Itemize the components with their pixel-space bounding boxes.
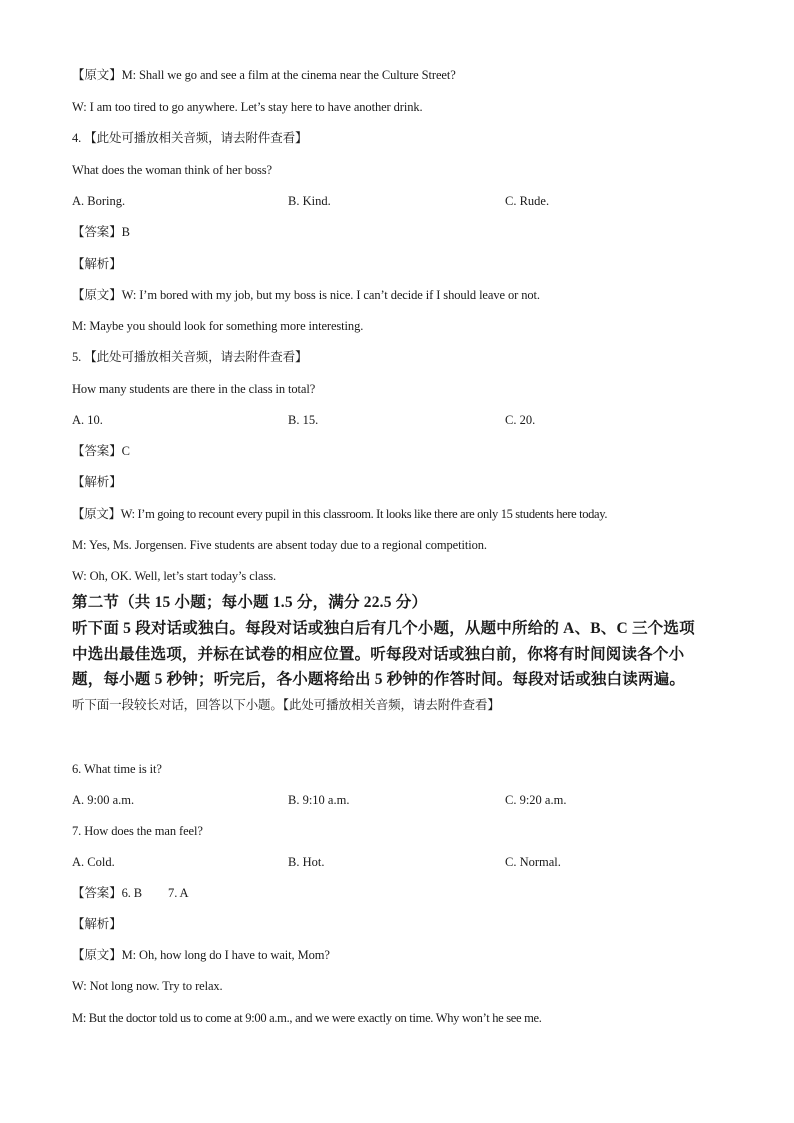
question-6-text: 6. What time is it? xyxy=(72,762,162,776)
question-6-option-b: B. 9:10 a.m. xyxy=(288,793,350,807)
transcript-line: 【原文】W: I’m going to recount every pupil in this classroom. It looks like there are only 15 students here today. xyxy=(72,507,608,521)
question-5-option-c: C. 20. xyxy=(505,413,536,427)
question-5-answer: 【答案】C xyxy=(72,444,130,458)
question-6-option-a: A. 9:00 a.m. xyxy=(72,793,135,807)
section-2-instruction: 题，每小题 5 秒钟；听完后，各小题将给出 5 秒钟的作答时间。每段对话或独白读两遍。 xyxy=(72,671,686,688)
section-2-instruction: 听下面 5 段对话或独白。每段对话或独白后有几个小题，从题中所给的 A、B、C 三个选项 xyxy=(72,620,695,637)
transcript-line: 【原文】M: Shall we go and see a film at the cinema near the Culture Street? xyxy=(72,68,456,82)
question-5-text: How many students are there in the class in total? xyxy=(72,382,316,396)
transcript-line: M: Maybe you should look for something more interesting. xyxy=(72,319,364,333)
answer-6: 【答案】6. B xyxy=(72,886,143,900)
section-2-subinstruction: 听下面一段较长对话，回答以下小题。【此处可播放相关音频，请去附件查看】 xyxy=(72,698,500,712)
question-4-text: What does the woman think of her boss? xyxy=(72,163,272,177)
question-5-analysis-label: 【解析】 xyxy=(72,475,122,489)
section-2-instruction: 中选出最佳选项，并标在试卷的相应位置。听每段对话或独白前，你将有时间阅读各个小 xyxy=(72,646,685,663)
questions-6-7-answer xyxy=(72,885,188,901)
question-5-option-b: B. 15. xyxy=(288,413,319,427)
question-7-option-a: A. Cold. xyxy=(72,855,115,869)
question-6-option-c: C. 9:20 a.m. xyxy=(505,793,567,807)
section-2-title: 第二节（共 15 小题；每小题 1.5 分，满分 22.5 分） xyxy=(72,594,428,611)
question-4-analysis-label: 【解析】 xyxy=(72,257,122,271)
question-7-text: 7. How does the man feel? xyxy=(72,824,203,838)
question-7-option-c: C. Normal. xyxy=(505,855,561,869)
question-4-option-b: B. Kind. xyxy=(288,194,331,208)
question-5-header: 5. 【此处可播放相关音频，请去附件查看】 xyxy=(72,350,308,364)
question-4-option-a: A. Boring. xyxy=(72,194,126,208)
question-4-header: 4. 【此处可播放相关音频，请去附件查看】 xyxy=(72,131,308,145)
question-5-option-a: A. 10. xyxy=(72,413,103,427)
question-4-answer: 【答案】B xyxy=(72,225,130,239)
transcript-line: W: Not long now. Try to relax. xyxy=(72,979,223,993)
transcript-line: W: Oh, OK. Well, let’s start today’s class. xyxy=(72,569,277,583)
transcript-line: 【原文】M: Oh, how long do I have to wait, Mom? xyxy=(72,948,330,962)
transcript-line: 【原文】W: I’m bored with my job, but my boss is nice. I can’t decide if I should leave or not. xyxy=(72,288,540,302)
transcript-line: M: But the doctor told us to come at 9:00 a.m., and we were exactly on time. Why won’t he see me. xyxy=(72,1011,542,1025)
question-4-option-c: C. Rude. xyxy=(505,194,550,208)
transcript-line: W: I am too tired to go anywhere. Let’s stay here to have another drink. xyxy=(72,100,423,114)
questions-6-7-analysis-label: 【解析】 xyxy=(72,917,122,931)
transcript-line: M: Yes, Ms. Jorgensen. Five students are absent today due to a regional competition. xyxy=(72,538,487,552)
question-7-option-b: B. Hot. xyxy=(288,855,325,869)
answer-7: 7. A xyxy=(168,886,189,900)
